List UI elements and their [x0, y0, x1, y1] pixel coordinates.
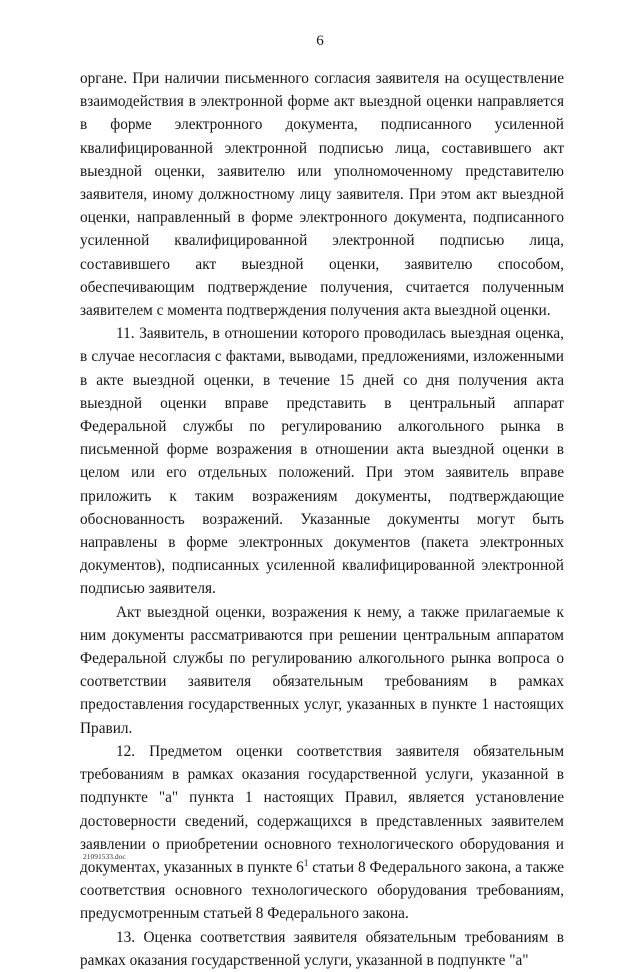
document-body: [80, 67, 564, 972]
page-number: 6: [316, 33, 324, 49]
paragraph-12-superscript: 1: [303, 857, 309, 868]
paragraph-11: 11. Заявитель, в отношении которого проводилась выездная оценка, в случае несогласия с фактами, выводами, предложениями, изложенными в акте выездной оценки, в течение 15 дней со дня получения акта выездной оценки вправе представить в центральный аппарат Федеральной службы по регулированию алкогольного рынка в письменной форме возражения в отношении акта выездной оценки в целом или его отдельных положений. При этом заявитель вправе приложить к таким возражениям документы, подтверждающие обоснованность возражений. Указанные документы могут быть направлены в форме электронных документов (пакета электронных документов), подписанных усиленной квалифицированной электронной подписью заявителя.: [80, 325, 564, 598]
paragraph-12-text-b: статьи 8 Федерального закона, а также соответствия основного технологического оборудования требованиям, предусмотренным статьей 8 Федерального закона.: [80, 858, 565, 923]
document-code: 21091533.doc: [83, 852, 126, 861]
paragraph-12: [80, 740, 564, 926]
paragraph-12-text-a: 12. Предметом оценки соответствия заявителя обязательным требованиям в рамках оказания государственной услуги, указанной в подпункте "а" пункта 1 настоящих Правил, является установление достоверности сведений, содержащихся в представленных заявителем заявлении о приобретении основного технологического оборудования и документах, указанных в пункте 6: [80, 742, 564, 876]
paragraph-continuation: органе. При наличии письменного согласия заявителя на осуществление взаимодействия в электронной форме акт выездной оценки направляется в форме электронного документа, подписанного усиленной квалифицированной электронной подписью лица, составившего акт выездной оценки, заявителю или уполномоченному представителю заявителя, иному должностному лицу заявителя. При этом акт выездной оценки, направленный в форме электронного документа, подписанного усиленной квалифицированной электронной подписью лица, составившего акт выездной оценки, заявителю способом, обеспечивающим подтверждение получения, считается полученным заявителем с момента подтверждения получения акта выездной оценки.: [80, 70, 564, 320]
paragraph-13: 13. Оценка соответствия заявителя обязательным требованиям в рамках оказания государственной услуги, указанной в подпункте "а": [80, 928, 564, 969]
paragraph-inspection-act: Акт выездной оценки, возражения к нему, а также прилагаемые к ним документы рассматриваются при решении центральным аппаратом Федеральной службы по регулированию алкогольного рынка вопроса о соответствии заявителя обязательным требованиям в рамках предоставления государственных услуг, указанных в пункте 1 настоящих Правил.: [80, 603, 564, 737]
